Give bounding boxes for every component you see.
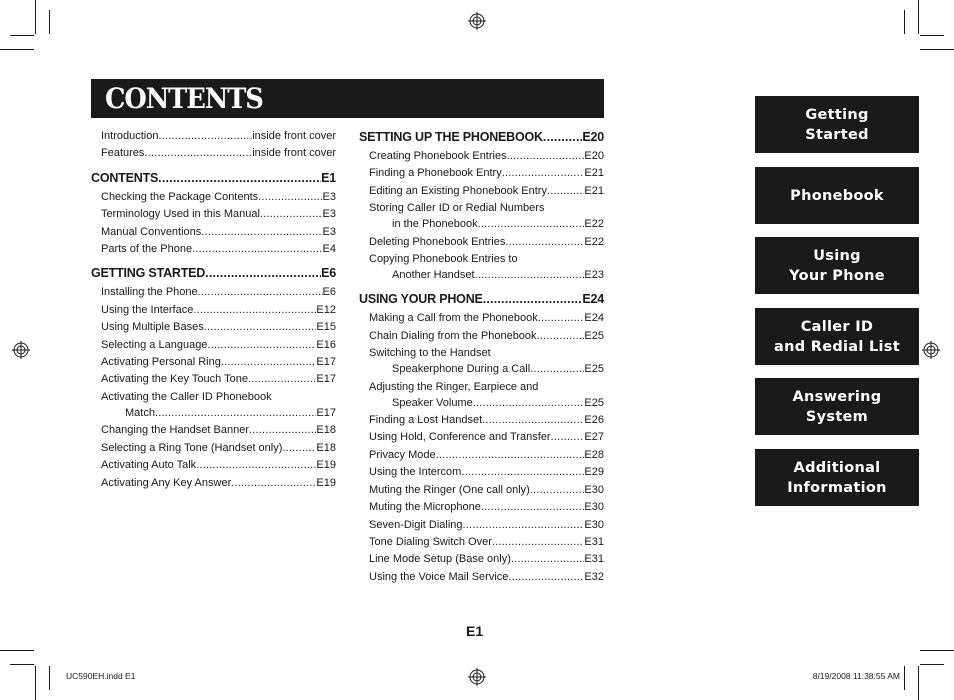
toc-entry[interactable]: Features ..... inside front cover	[91, 145, 336, 162]
toc-entry[interactable]: Muting the Ringer (One call only) ..... E30	[359, 482, 604, 499]
toc-entry[interactable]: Seven-Digit Dialing ..... E30	[359, 517, 604, 534]
crop-mark	[920, 49, 954, 50]
crop-mark	[35, 666, 36, 700]
crop-mark	[10, 664, 34, 665]
crop-mark	[920, 35, 944, 36]
crop-mark	[49, 666, 50, 690]
date-slug: 8/19/2008 11:38:55 AM	[812, 671, 900, 681]
toc-entry-first-line[interactable]: Switching to the Handset	[369, 347, 491, 360]
toc-entry[interactable]: Using Multiple Bases ..... E15	[91, 319, 336, 336]
registration-mark-icon	[468, 668, 486, 686]
toc-entry[interactable]: Activating Personal Ring ..... E17	[91, 354, 336, 371]
toc-entry[interactable]: Speaker Volume ..... E25	[359, 395, 604, 412]
toc-middle-column	[359, 128, 604, 586]
toc-entry[interactable]: Activating Auto Talk ..... E19	[91, 457, 336, 474]
toc-entry[interactable]: Tone Dialing Switch Over ..... E31	[359, 534, 604, 551]
page-title: CONTENTS	[105, 82, 263, 115]
tab-caller-id[interactable]: Caller ID and Redial List	[755, 308, 919, 365]
toc-left-column	[91, 128, 336, 492]
page-number: E1	[466, 623, 484, 639]
toc-entry[interactable]: Activating Any Key Answer ..... E19	[91, 475, 336, 492]
registration-mark-icon	[12, 341, 30, 359]
toc-entry[interactable]: Parts of the Phone ..... E4	[91, 241, 336, 258]
registration-mark-icon	[468, 12, 486, 30]
toc-entry[interactable]: Checking the Package Contents ..... E3	[91, 189, 336, 206]
toc-entry[interactable]: Editing an Existing Phonebook Entry ..... E21	[359, 183, 604, 200]
toc-entry[interactable]: Changing the Handset Banner ..... E18	[91, 422, 336, 439]
crop-mark	[904, 666, 905, 690]
crop-mark	[0, 49, 34, 50]
toc-entry[interactable]: Deleting Phonebook Entries ..... E22	[359, 234, 604, 251]
toc-entry[interactable]: Making a Call from the Phonebook ..... E24	[359, 310, 604, 327]
toc-entry[interactable]: Creating Phonebook Entries ..... E20	[359, 148, 604, 165]
toc-entry[interactable]: Speakerphone During a Call ..... E25	[359, 361, 604, 378]
crop-mark	[918, 0, 919, 34]
toc-entry[interactable]: Selecting a Language ..... E16	[91, 337, 336, 354]
toc-entry[interactable]: Introduction ..... inside front cover	[91, 128, 336, 145]
toc-entry[interactable]: Line Mode Setup (Base only) ..... E31	[359, 551, 604, 568]
toc-entry[interactable]: Using the Interface ..... E12	[91, 302, 336, 319]
toc-entry[interactable]: Using Hold, Conference and Transfer ..... E27	[359, 429, 604, 446]
tab-answering-system[interactable]: Answering System	[755, 378, 919, 435]
crop-mark	[0, 650, 34, 651]
toc-section-heading[interactable]: GETTING STARTED ..... E6	[91, 264, 336, 282]
crop-mark	[10, 35, 34, 36]
crop-mark	[920, 664, 944, 665]
tab-getting-started[interactable]: Getting Started	[755, 96, 919, 153]
toc-entry[interactable]: Terminology Used in this Manual ..... E3	[91, 206, 336, 223]
toc-entry[interactable]: Using the Intercom ..... E29	[359, 464, 604, 481]
contents-header-bar	[91, 79, 604, 118]
toc-section-heading[interactable]: USING YOUR PHONE ..... E24	[359, 290, 604, 308]
crop-mark	[920, 650, 954, 651]
toc-entry[interactable]: in the Phonebook ..... E22	[359, 216, 604, 233]
toc-entry[interactable]: Manual Conventions ..... E3	[91, 224, 336, 241]
toc-entry[interactable]: Chain Dialing from the Phonebook ..... E25	[359, 328, 604, 345]
toc-entry[interactable]: Match ..... E17	[91, 405, 336, 422]
toc-entry[interactable]: Installing the Phone ..... E6	[91, 284, 336, 301]
toc-entry[interactable]: Using the Voice Mail Service ..... E32	[359, 569, 604, 586]
toc-entry[interactable]: Finding a Lost Handset ..... E26	[359, 412, 604, 429]
crop-mark	[49, 10, 50, 34]
toc-entry-first-line[interactable]: Copying Phonebook Entries to	[369, 253, 518, 266]
tab-using-your-phone[interactable]: Using Your Phone	[755, 237, 919, 294]
crop-mark	[35, 0, 36, 34]
toc-entry[interactable]: Activating the Key Touch Tone ..... E17	[91, 371, 336, 388]
toc-entry-first-line[interactable]: Adjusting the Ringer, Earpiece and	[369, 380, 539, 393]
crop-mark	[918, 666, 919, 700]
tab-phonebook[interactable]: Phonebook	[755, 167, 919, 224]
registration-mark-icon	[922, 341, 940, 359]
toc-entry-first-line[interactable]: Activating the Caller ID Phonebook	[101, 390, 272, 403]
toc-section-heading[interactable]: CONTENTS ..... E1	[91, 169, 336, 187]
file-slug: UC590EH.indd E1	[66, 671, 136, 681]
toc-entry[interactable]: Muting the Microphone ..... E30	[359, 499, 604, 516]
crop-mark	[904, 10, 905, 34]
toc-entry[interactable]: Privacy Mode ..... E28	[359, 447, 604, 464]
toc-entry[interactable]: Another Handset ..... E23	[359, 267, 604, 284]
toc-entry[interactable]: Selecting a Ring Tone (Handset only) ..... E18	[91, 440, 336, 457]
toc-entry[interactable]: Finding a Phonebook Entry ..... E21	[359, 165, 604, 182]
tab-additional-information[interactable]: Additional Information	[755, 449, 919, 506]
toc-section-heading[interactable]: SETTING UP THE PHONEBOOK ..... E20	[359, 128, 604, 146]
toc-entry-first-line[interactable]: Storing Caller ID or Redial Numbers	[369, 202, 545, 215]
